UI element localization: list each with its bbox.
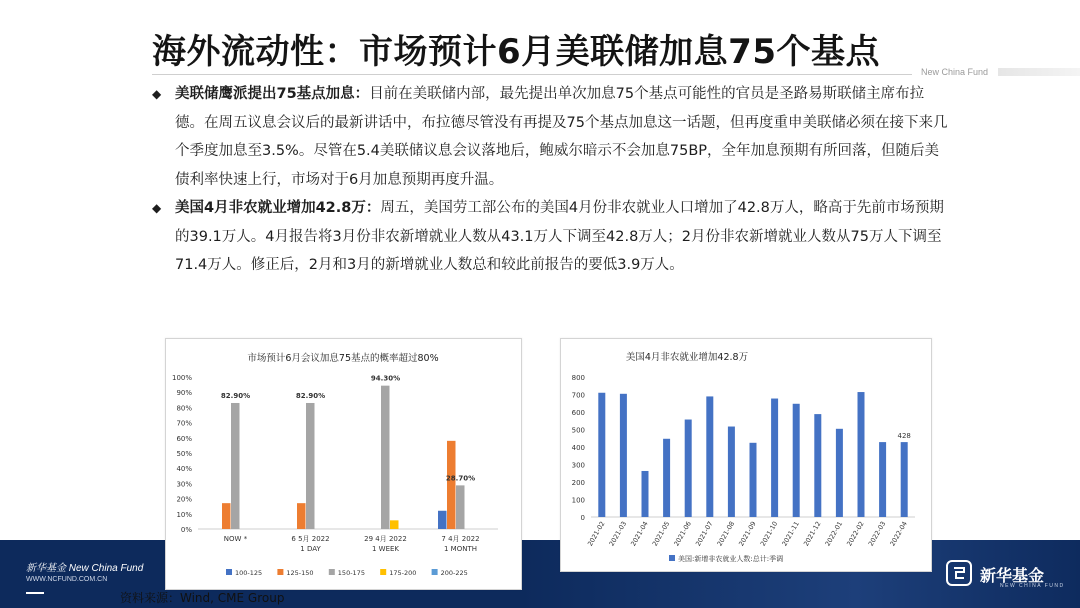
bullet-heading: 美国4月非农就业增加42.8万： [175, 200, 381, 216]
bar-150-175 [231, 403, 240, 529]
x-tick-label: 2022-02 [845, 520, 866, 548]
bar-nonfarm [836, 429, 843, 517]
chart-nonfarm [561, 339, 931, 571]
x-tick-label: 2021-02 [586, 520, 607, 548]
x-tick-label: 2021-08 [715, 520, 737, 548]
bar-nonfarm [771, 399, 778, 517]
bullet-heading: 美联储鹰派提出75基点加息： [175, 86, 370, 102]
legend-label: 125-150 [286, 569, 314, 577]
bar-nonfarm [706, 396, 713, 517]
x-tick-label: 2021-07 [694, 520, 715, 548]
data-label: 82.90% [295, 391, 326, 400]
x-tick-label: NOW * [223, 535, 248, 543]
logo-icon [946, 560, 972, 586]
legend-label: 100-125 [235, 569, 263, 577]
legend-swatch [669, 555, 675, 561]
legend-swatch [277, 569, 283, 575]
bar-nonfarm [858, 392, 865, 517]
bar-125-150 [222, 503, 231, 529]
bar-nonfarm [620, 394, 627, 517]
x-tick-label: 2022-01 [823, 520, 845, 548]
y-tick-label: 50% [176, 450, 192, 458]
x-tick-label: 1 WEEK [371, 545, 400, 553]
bar-150-175 [456, 485, 465, 529]
y-tick-label: 200 [571, 479, 585, 487]
bar-150-175 [381, 386, 390, 529]
chart-panel-probability [165, 338, 522, 590]
y-tick-label: 0% [180, 526, 192, 534]
y-tick-label: 0 [580, 514, 585, 522]
x-tick-label: 6 5月 2022 [291, 535, 330, 543]
chart-probability [166, 339, 521, 589]
footer-url[interactable]: WWW.NCFUND.COM.CN [26, 576, 108, 583]
bar-100-125 [438, 511, 447, 529]
source-note: 资料来源：Wind, CME Group [120, 591, 285, 605]
data-label: 82.90% [220, 391, 251, 400]
x-tick-label: 2021-04 [629, 520, 650, 548]
legend-swatch [329, 569, 335, 575]
y-tick-label: 500 [571, 426, 585, 435]
y-tick-label: 100 [571, 496, 585, 505]
brand-bar [998, 68, 1080, 76]
y-tick-label: 70% [176, 419, 192, 428]
diamond-bullet-icon: ◆ [152, 87, 162, 101]
y-tick-label: 700 [571, 391, 585, 400]
x-tick-label: 2021-10 [758, 520, 780, 548]
bar-125-150 [447, 441, 456, 529]
bar-nonfarm [814, 414, 821, 517]
chart-panel-nonfarm [560, 338, 932, 572]
bullet-text: 周五，美国劳工部公布的美国4月份非农就业人口增加了42.8万人，略高于先前市场预期的39.1万人。4月报告将3月份非农新增就业人数从43.1万人下调至42.8万人；2月份非农新增就业人数从75万人下调至71.4万人。修正后，2月和3月的新增就业人数总和较此前报告的要低3.9万人。 [175, 200, 944, 273]
chart-title: 美国4月非农就业增加42.8万 [625, 352, 749, 363]
x-tick-label: 2021-11 [780, 520, 801, 548]
legend-label: 150-175 [337, 569, 365, 577]
data-label: 94.30% [370, 374, 401, 383]
data-label: 28.70% [445, 474, 476, 483]
x-tick-label: 2021-06 [672, 520, 693, 548]
y-tick-label: 400 [571, 444, 585, 452]
legend-swatch [380, 569, 386, 575]
y-tick-label: 30% [176, 480, 192, 489]
legend-label: 200-225 [440, 569, 468, 577]
chart-title: 市场预计6月会议加息75基点的概率超过80% [247, 353, 439, 364]
bar-nonfarm [598, 393, 605, 517]
logo-mark-icon [948, 562, 970, 584]
x-tick-label: 7 4月 2022 [441, 535, 480, 543]
brand-tag: New China Fund [921, 67, 989, 77]
logo-text: 新华基金 [980, 566, 1045, 585]
x-tick-label: 2021-03 [607, 520, 629, 548]
x-tick-label: 2022-04 [888, 520, 909, 548]
bar-150-175 [306, 403, 315, 529]
legend-label: 美国:新增非农就业人数:总计:季调 [678, 555, 784, 563]
x-tick-label: 1 MONTH [443, 545, 478, 553]
bar-nonfarm [793, 404, 800, 517]
bullet-list [150, 80, 950, 280]
y-tick-label: 600 [571, 409, 585, 417]
y-tick-label: 300 [571, 461, 585, 470]
legend-swatch [226, 569, 232, 575]
bar-nonfarm [750, 443, 757, 517]
data-label: 428 [897, 432, 911, 441]
bullet-fed-hike [150, 80, 950, 194]
y-tick-label: 90% [176, 389, 192, 398]
y-tick-label: 60% [176, 434, 192, 443]
y-tick-label: 10% [176, 510, 192, 519]
x-tick-label: 2022-03 [866, 520, 888, 548]
x-tick-label: 2021-05 [650, 520, 672, 548]
x-tick-label: 2021-09 [737, 520, 758, 548]
bar-nonfarm [879, 442, 886, 517]
bar-125-150 [297, 503, 306, 529]
bullet-nonfarm [150, 194, 950, 280]
bar-175-200 [390, 520, 399, 529]
y-tick-label: 800 [571, 374, 585, 382]
y-tick-label: 100% [171, 374, 192, 382]
logo-subtext: NEW CHINA FUND [1000, 583, 1065, 589]
legend-swatch [432, 569, 438, 575]
bullet-text: 目前在美联储内部，最先提出单次加息75个基点可能性的官员是圣路易斯联储主席布拉德。在周五议息会议后的最新讲话中，布拉德尽管没有再提及75个基点加息这一话题，但再度重申美联储必须在接下来几个季度加息至3.5%。尽管在5.4美联储议息会议落地后，鲍威尔暗示不会加息75BP，全年加息预期有所回落，但随后美债利率快速上行，市场对于6月加息预期再度升温。 [175, 86, 948, 188]
y-tick-label: 40% [176, 465, 192, 474]
x-tick-label: 29 4月 2022 [364, 535, 407, 543]
x-tick-label: 1 DAY [300, 545, 321, 553]
page-title: 海外流动性：市场预计6月美联储加息75个基点 [152, 32, 880, 72]
bar-nonfarm [901, 442, 908, 517]
footer-dash [26, 592, 44, 594]
footer-brand: 新华基金 New China Fund [26, 563, 144, 574]
bar-nonfarm [728, 427, 735, 517]
bar-nonfarm [685, 420, 692, 517]
y-tick-label: 80% [176, 404, 192, 413]
x-tick-label: 2021-12 [802, 520, 823, 548]
legend-label: 175-200 [389, 569, 417, 577]
title-divider [152, 74, 912, 75]
y-tick-label: 20% [176, 495, 192, 504]
bar-nonfarm [663, 439, 670, 517]
bar-nonfarm [642, 471, 649, 517]
diamond-bullet-icon: ◆ [152, 201, 162, 215]
